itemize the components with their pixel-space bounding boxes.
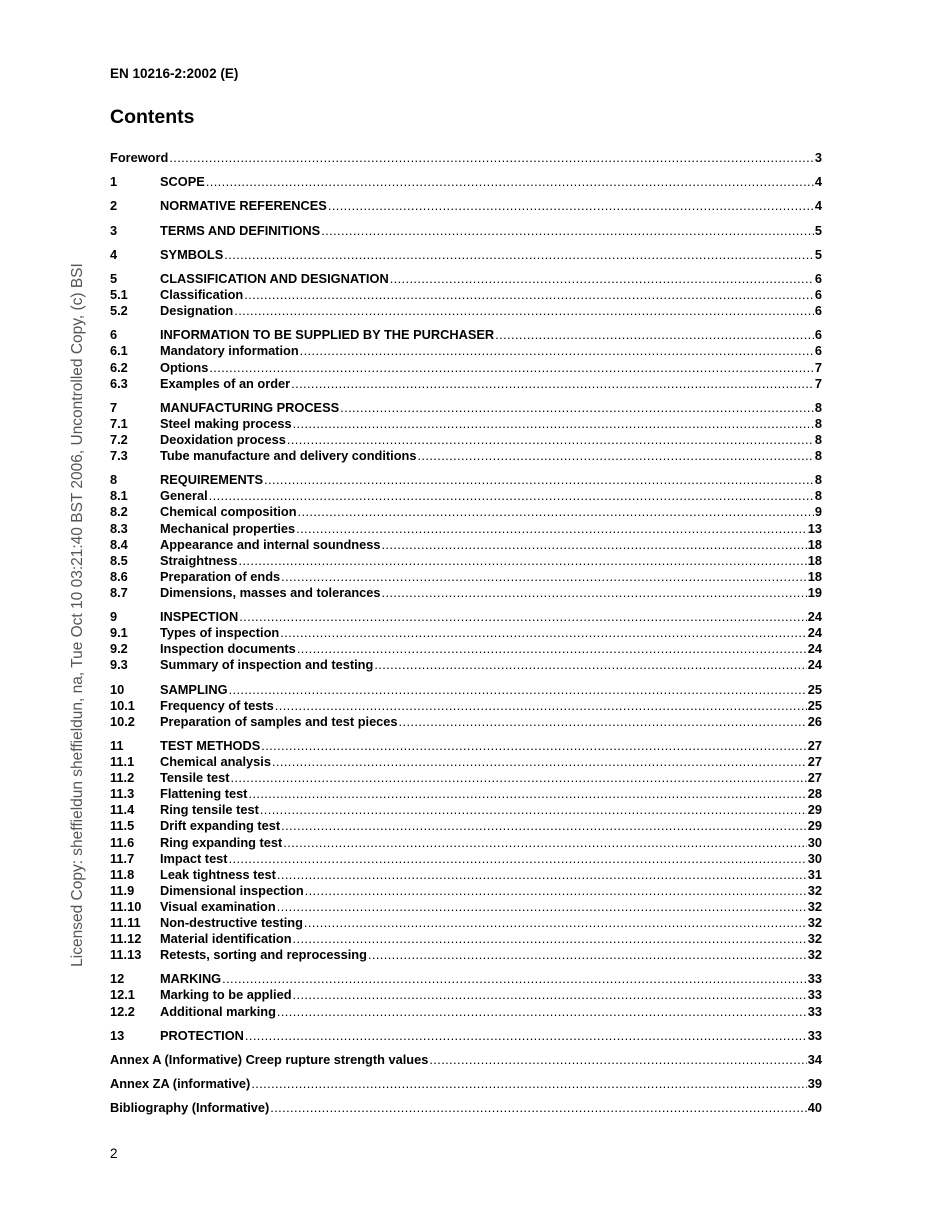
toc-entry-number: 10.1	[110, 697, 135, 713]
toc-entry-number: 7.1	[110, 415, 128, 431]
toc-dot-leader	[272, 754, 807, 770]
toc-dot-leader	[291, 376, 814, 392]
toc-entry[interactable]	[110, 174, 822, 190]
toc-entry-title: CLASSIFICATION AND DESIGNATION	[160, 270, 389, 286]
toc-entry-page: 24	[807, 625, 822, 641]
toc-entry-title: Classification	[160, 287, 244, 303]
toc-entry-page: 8	[814, 488, 822, 504]
toc-entry-title: Ring expanding test	[160, 834, 283, 850]
toc-entry-page: 25	[807, 697, 822, 713]
toc-entry-page: 27	[807, 770, 822, 786]
toc-entry-page: 6	[814, 287, 822, 303]
toc-dot-leader	[206, 174, 814, 190]
toc-entry-title: Types of inspection	[160, 625, 280, 641]
page-number: 2	[110, 1146, 118, 1161]
toc-entry-title: Deoxidation process	[160, 431, 286, 447]
toc-entry[interactable]	[110, 504, 822, 520]
toc-dot-leader	[429, 1052, 806, 1068]
toc-entry-page: 33	[807, 971, 822, 987]
toc-entry[interactable]	[110, 400, 822, 416]
toc-entry-title: Examples of an order	[160, 375, 291, 391]
toc-entry-page: 8	[814, 448, 822, 464]
toc-entry-number: 2	[110, 198, 118, 214]
toc-entry-page: 29	[807, 818, 822, 834]
toc-entry-title: MARKING	[160, 971, 222, 987]
toc-entry[interactable]	[110, 553, 822, 569]
toc-entry-number: 8.1	[110, 488, 128, 504]
toc-entry-number: 5.2	[110, 303, 128, 319]
toc-entry-number: 7.3	[110, 448, 128, 464]
toc-dot-leader	[209, 488, 814, 504]
toc-entry[interactable]	[110, 247, 822, 263]
toc-entry-title: SYMBOLS	[160, 246, 224, 262]
toc-dot-leader	[293, 416, 814, 432]
toc-entry-title: Drift expanding test	[160, 818, 281, 834]
toc-entry-page: 33	[807, 987, 822, 1003]
toc-entry-number: 6.2	[110, 359, 128, 375]
toc-dot-leader	[277, 867, 807, 883]
toc-entry-title: INSPECTION	[160, 609, 239, 625]
toc-entry-number: 9	[110, 609, 118, 625]
toc-entry-page: 6	[814, 343, 822, 359]
toc-entry[interactable]	[110, 770, 822, 786]
toc-entry-page: 4	[814, 174, 822, 190]
toc-entry-page: 32	[807, 947, 822, 963]
toc-entry-page: 26	[807, 713, 822, 729]
toc-entry[interactable]	[110, 1004, 822, 1020]
toc-entry[interactable]	[110, 1028, 822, 1044]
toc-dot-leader	[277, 899, 807, 915]
toc-entry-title: Annex ZA (informative)	[110, 1076, 251, 1092]
toc-entry[interactable]	[110, 303, 822, 319]
toc-entry-page: 29	[807, 802, 822, 818]
toc-entry-title: REQUIREMENTS	[160, 472, 264, 488]
toc-entry-number: 11	[110, 737, 124, 753]
toc-entry-title: Impact test	[160, 850, 228, 866]
toc-entry-title: Summary of inspection and testing	[160, 657, 374, 673]
toc-entry[interactable]	[110, 714, 822, 730]
toc-entry[interactable]	[110, 376, 822, 392]
toc-entry[interactable]	[110, 271, 822, 287]
toc-entry[interactable]	[110, 537, 822, 553]
toc-entry-title: Designation	[160, 303, 234, 319]
toc-entry[interactable]	[110, 150, 822, 166]
toc-entry[interactable]	[110, 223, 822, 239]
toc-entry-number: 8.7	[110, 584, 128, 600]
toc-entry-number: 3	[110, 222, 118, 238]
toc-entry-title: SAMPLING	[160, 681, 228, 697]
toc-dot-leader	[298, 504, 814, 520]
toc-entry-number: 11.3	[110, 786, 135, 802]
toc-entry-page: 6	[814, 270, 822, 286]
toc-dot-leader	[305, 883, 807, 899]
toc-entry[interactable]	[110, 698, 822, 714]
toc-entry-number: 12	[110, 971, 125, 987]
toc-entry-page: 18	[807, 552, 822, 568]
toc-dot-leader	[293, 931, 807, 947]
toc-dot-leader	[264, 472, 814, 488]
toc-entry-title: Leak tightness test	[160, 866, 276, 882]
toc-dot-leader	[270, 1100, 807, 1116]
toc-entry-page: 5	[814, 222, 822, 238]
toc-entry-page: 6	[814, 327, 822, 343]
toc-entry-page: 8	[814, 431, 822, 447]
toc-dot-leader	[209, 360, 814, 376]
toc-dot-leader	[417, 448, 813, 464]
toc-entry-number: 6	[110, 327, 118, 343]
contents-title: Contents	[110, 106, 195, 128]
toc-dot-leader	[321, 223, 814, 239]
toc-entry[interactable]	[110, 883, 822, 899]
toc-dot-leader	[275, 698, 807, 714]
toc-entry-page: 33	[807, 1027, 822, 1043]
toc-entry[interactable]	[110, 931, 822, 947]
toc-dot-leader	[281, 569, 807, 585]
toc-entry-page: 33	[807, 1003, 822, 1019]
toc-entry-number: 9.3	[110, 657, 128, 673]
toc-entry-title: Steel making process	[160, 415, 292, 431]
toc-entry-page: 40	[807, 1100, 822, 1116]
toc-entry-title: Appearance and internal soundness	[160, 536, 381, 552]
toc-dot-leader	[297, 641, 807, 657]
toc-entry-page: 28	[807, 786, 822, 802]
toc-dot-leader	[277, 1004, 807, 1020]
toc-entry-page: 3	[814, 150, 822, 165]
toc-entry-number: 10	[110, 681, 125, 697]
toc-entry-title: MANUFACTURING PROCESS	[160, 399, 340, 415]
toc-dot-leader	[368, 947, 807, 963]
toc-entry[interactable]	[110, 682, 822, 698]
toc-entry-page: 34	[807, 1051, 822, 1067]
toc-entry-number: 8	[110, 472, 118, 488]
toc-entry-page: 30	[807, 834, 822, 850]
toc-entry-title: Marking to be applied	[160, 987, 292, 1003]
toc-entry-title: Visual examination	[160, 898, 276, 914]
toc-entry-title: Preparation of samples and test pieces	[160, 713, 398, 729]
toc-entry-number: 6.3	[110, 375, 128, 391]
toc-entry-number: 9.1	[110, 625, 128, 641]
toc-entry-page: 30	[807, 850, 822, 866]
toc-dot-leader	[399, 714, 807, 730]
toc-entry[interactable]	[110, 915, 822, 931]
toc-entry[interactable]	[110, 448, 822, 464]
toc-entry-number: 8.6	[110, 568, 128, 584]
toc-entry-title: SCOPE	[160, 174, 205, 190]
toc-entry[interactable]	[110, 343, 822, 359]
toc-entry[interactable]	[110, 287, 822, 303]
toc-entry-page: 32	[807, 882, 822, 898]
toc-dot-leader	[245, 1028, 807, 1044]
toc-entry-title: Retests, sorting and reprocessing	[160, 947, 367, 963]
toc-dot-leader	[328, 198, 814, 214]
toc-dot-leader	[374, 657, 806, 673]
toc-entry-page: 27	[807, 737, 822, 753]
toc-dot-leader	[230, 770, 806, 786]
toc-entry[interactable]	[110, 432, 822, 448]
toc-entry-page: 32	[807, 898, 822, 914]
toc-entry-number: 12.1	[110, 987, 135, 1003]
toc-entry[interactable]	[110, 360, 822, 376]
toc-dot-leader	[251, 1076, 806, 1092]
toc-entry[interactable]	[110, 521, 822, 537]
toc-entry-page: 24	[807, 641, 822, 657]
toc-entry-title: Ring tensile test	[160, 802, 259, 818]
toc-dot-leader	[304, 915, 807, 931]
toc-entry[interactable]	[110, 899, 822, 915]
toc-entry-page: 7	[814, 359, 822, 375]
toc-entry[interactable]	[110, 738, 822, 754]
toc-entry-title: Additional marking	[160, 1003, 276, 1019]
toc-entry-number: 11.2	[110, 770, 135, 786]
toc-dot-leader	[239, 609, 807, 625]
toc-entry-title: Tube manufacture and delivery conditions	[160, 448, 417, 464]
toc-entry-number: 8.3	[110, 520, 128, 536]
toc-entry-page: 18	[807, 536, 822, 552]
toc-entry-number: 11.11	[110, 914, 141, 930]
document-id-header: EN 10216-2:2002 (E)	[110, 66, 239, 81]
toc-entry-number: 12.2	[110, 1003, 135, 1019]
toc-entry[interactable]	[110, 818, 822, 834]
toc-entry-title: Preparation of ends	[160, 568, 281, 584]
toc-entry-title: Tensile test	[160, 770, 230, 786]
toc-entry[interactable]	[110, 786, 822, 802]
toc-entry[interactable]	[110, 472, 822, 488]
toc-dot-leader	[169, 150, 814, 166]
toc-dot-leader	[229, 851, 807, 867]
toc-entry-title: Options	[160, 359, 209, 375]
toc-dot-leader	[224, 247, 814, 263]
toc-dot-leader	[234, 303, 814, 319]
toc-entry[interactable]	[110, 327, 822, 343]
toc-entry-title: Dimensional inspection	[160, 882, 304, 898]
toc-entry-number: 11.1	[110, 754, 135, 770]
toc-entry-number: 13	[110, 1027, 125, 1043]
toc-entry-number: 8.2	[110, 504, 128, 520]
toc-entry-title: PROTECTION	[160, 1027, 244, 1043]
toc-dot-leader	[340, 400, 814, 416]
toc-entry-number: 11.6	[110, 834, 135, 850]
toc-entry-number: 5.1	[110, 287, 128, 303]
toc-entry-page: 18	[807, 568, 822, 584]
toc-entry-number: 4	[110, 246, 118, 262]
toc-dot-leader	[281, 818, 807, 834]
toc-entry-number: 6.1	[110, 343, 128, 359]
toc-dot-leader	[381, 585, 806, 601]
toc-entry-number: 11.13	[110, 947, 142, 963]
toc-entry-number: 10.2	[110, 713, 135, 729]
toc-entry-title: Inspection documents	[160, 641, 296, 657]
toc-entry-number: 7	[110, 399, 118, 415]
toc-entry[interactable]	[110, 851, 822, 867]
toc-entry[interactable]	[110, 835, 822, 851]
toc-entry-page: 24	[807, 657, 822, 673]
toc-entry-number: 8.5	[110, 552, 128, 568]
toc-entry-page: 8	[814, 399, 822, 415]
toc-entry[interactable]	[110, 1052, 822, 1068]
toc-entry-title: NORMATIVE REFERENCES	[160, 198, 327, 214]
toc-dot-leader	[244, 287, 814, 303]
toc-entry-page: 4	[814, 198, 822, 214]
toc-entry-title: Material identification	[160, 931, 292, 947]
toc-entry-number: 7.2	[110, 431, 128, 447]
toc-entry-page: 39	[807, 1076, 822, 1092]
toc-entry[interactable]	[110, 754, 822, 770]
toc-dot-leader	[280, 625, 807, 641]
toc-dot-leader	[287, 432, 814, 448]
toc-dot-leader	[283, 835, 806, 851]
toc-entry-page: 8	[814, 415, 822, 431]
toc-dot-leader	[260, 802, 807, 818]
toc-entry[interactable]	[110, 947, 822, 963]
toc-entry-page: 9	[814, 504, 822, 520]
toc-entry-number: 11.5	[110, 818, 135, 834]
toc-dot-leader	[300, 343, 814, 359]
toc-entry-number: 11.12	[110, 931, 142, 947]
toc-entry[interactable]	[110, 1076, 822, 1092]
toc-dot-leader	[222, 971, 807, 987]
toc-entry-number: 11.9	[110, 882, 135, 898]
toc-entry-title: TEST METHODS	[160, 737, 261, 753]
toc-entry-title: General	[160, 488, 208, 504]
toc-entry[interactable]	[110, 416, 822, 432]
toc-dot-leader	[495, 327, 814, 343]
toc-entry-number: 11.10	[110, 898, 142, 914]
toc-entry[interactable]	[110, 198, 822, 214]
toc-entry[interactable]	[110, 488, 822, 504]
toc-entry-page: 6	[814, 303, 822, 319]
toc-entry-page: 32	[807, 931, 822, 947]
toc-entry[interactable]	[110, 987, 822, 1003]
toc-entry-title: Dimensions, masses and tolerances	[160, 584, 381, 600]
toc-entry-number: 8.4	[110, 536, 128, 552]
toc-entry-title: Bibliography (Informative)	[110, 1100, 270, 1116]
toc-entry-page: 27	[807, 754, 822, 770]
toc-entry-number: 1	[110, 174, 118, 190]
toc-entry-page: 19	[807, 584, 822, 600]
table-of-contents	[110, 150, 822, 1116]
toc-entry-number: 11.8	[110, 866, 135, 882]
toc-entry[interactable]	[110, 625, 822, 641]
toc-entry-page: 5	[814, 246, 822, 262]
toc-entry[interactable]	[110, 657, 822, 673]
toc-entry-number: 11.7	[110, 850, 135, 866]
toc-entry-page: 7	[814, 375, 822, 391]
toc-entry[interactable]	[110, 585, 822, 601]
toc-entry[interactable]	[110, 867, 822, 883]
toc-dot-leader	[381, 537, 806, 553]
toc-entry-title: Non-destructive testing	[160, 914, 303, 930]
toc-dot-leader	[293, 987, 807, 1003]
toc-entry-page: 24	[807, 609, 822, 625]
toc-entry-title: Mandatory information	[160, 343, 299, 359]
toc-entry[interactable]	[110, 609, 822, 625]
toc-entry-title: Chemical analysis	[160, 754, 271, 770]
toc-entry-title: Flattening test	[160, 786, 248, 802]
toc-dot-leader	[390, 271, 814, 287]
toc-entry-title: Mechanical properties	[160, 520, 296, 536]
toc-entry-number: 5	[110, 270, 118, 286]
toc-dot-leader	[239, 553, 807, 569]
toc-entry-number: 11.4	[110, 802, 135, 818]
toc-entry-page: 32	[807, 914, 822, 930]
toc-dot-leader	[248, 786, 806, 802]
toc-entry[interactable]	[110, 971, 822, 987]
toc-entry-title: INFORMATION TO BE SUPPLIED BY THE PURCHASER	[160, 327, 495, 343]
toc-dot-leader	[229, 682, 807, 698]
toc-entry[interactable]	[110, 569, 822, 585]
toc-entry-number: 9.2	[110, 641, 128, 657]
toc-entry-title: TERMS AND DEFINITIONS	[160, 222, 321, 238]
toc-entry-title: Foreword	[110, 150, 169, 165]
toc-entry[interactable]	[110, 1100, 822, 1116]
toc-entry[interactable]	[110, 641, 822, 657]
toc-entry-title: Annex A (Informative) Creep rupture strength values	[110, 1051, 429, 1067]
toc-entry-page: 31	[807, 866, 822, 882]
toc-entry-page: 13	[807, 520, 822, 536]
toc-entry-title: Frequency of tests	[160, 697, 274, 713]
toc-entry-title: Straightness	[160, 552, 238, 568]
toc-entry[interactable]	[110, 802, 822, 818]
toc-entry-page: 25	[807, 681, 822, 697]
toc-dot-leader	[296, 521, 807, 537]
toc-entry-page: 8	[814, 472, 822, 488]
license-watermark: Licensed Copy: sheffieldun sheffieldun, na, Tue Oct 10 03:21:40 BST 2006, Uncontrolled Copy, (c) BSI	[69, 263, 86, 967]
toc-dot-leader	[261, 738, 807, 754]
toc-entry-title: Chemical composition	[160, 504, 297, 520]
